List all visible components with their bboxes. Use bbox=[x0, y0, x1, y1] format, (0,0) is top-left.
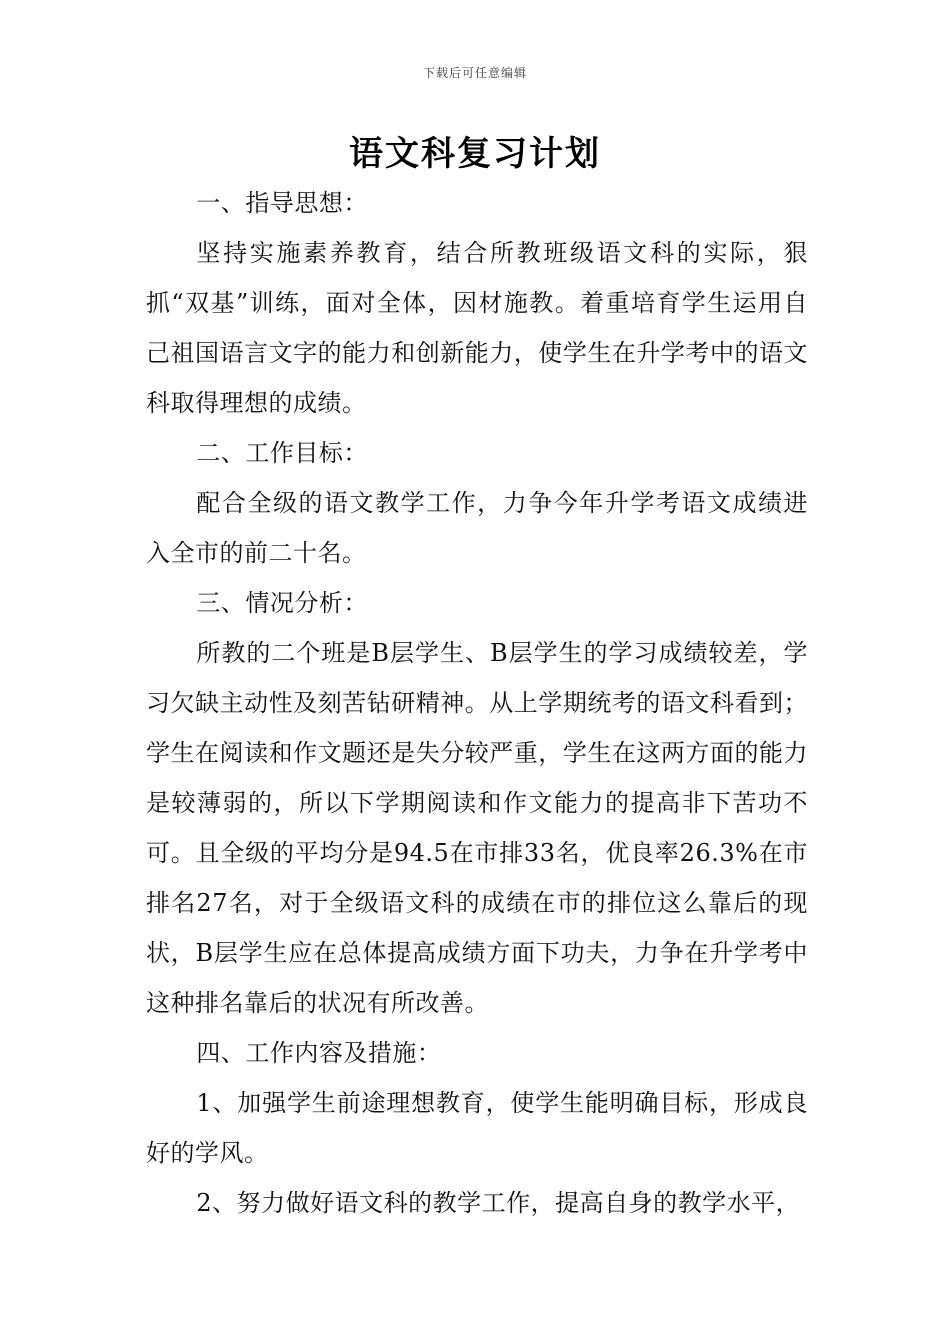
section-heading-situation-analysis: 三、情况分析： bbox=[196, 589, 368, 617]
paragraph-guiding-ideology: 坚持实施素养教育，结合所教班级语文科的实际，狠抓“双基”训练，面对全体，因材施教。着重培育学生运用自己祖国语言文字的能力和创新能力，使学生在升学考中的语文科取得理想的成绩。 bbox=[146, 239, 808, 417]
paragraph-measure-2: 2、努力做好语文科的教学工作，提高自身的教学水平， bbox=[196, 1189, 801, 1217]
section-heading-guiding-ideology: 一、指导思想： bbox=[196, 189, 368, 217]
section-heading-work-goals: 二、工作目标： bbox=[196, 439, 368, 467]
paragraph-measure-1: 1、加强学生前途理想教育，使学生能明确目标，形成良好的学风。 bbox=[146, 1089, 808, 1167]
paragraph-work-goals: 配合全级的语文教学工作，力争今年升学考语文成绩进入全市的前二十名。 bbox=[146, 489, 808, 567]
header-note: 下载后可任意编辑 bbox=[422, 66, 527, 80]
paragraph-situation-analysis: 所教的二个班是B层学生、B层学生的学习成绩较差，学习欠缺主动性及刻苦钻研精神。从上学期统考的语文科看到；学生在阅读和作文题还是失分较严重，学生在这两方面的能力是较薄弱的，所以下学期阅读和作文能力的提高非下苦功不可。且全级的平均分是94.5在市排33名，优良率26.3%在市排名27名，对于全级语文科的成绩在市的排位这么靠后的现状，B层学生应在总体提高成绩方面下功夫，力争在升学考中这种排名靠后的状况有所改善。 bbox=[146, 639, 808, 1017]
section-heading-work-content: 四、工作内容及措施： bbox=[196, 1039, 442, 1067]
document-body bbox=[146, 178, 808, 1228]
document-title: 语文科复习计划 bbox=[349, 134, 601, 174]
